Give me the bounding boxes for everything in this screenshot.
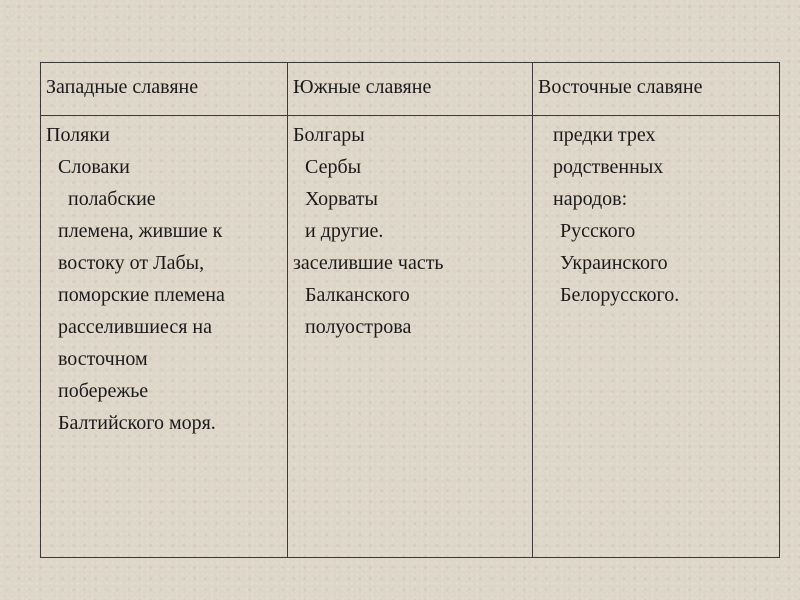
south-line: Болгары xyxy=(293,124,365,146)
slavs-table xyxy=(40,62,780,558)
south-line: полуострова xyxy=(305,316,412,338)
south-line: заселившие часть xyxy=(293,252,444,274)
west-line: расселившиеся на xyxy=(58,316,213,338)
south-line: Хорваты xyxy=(305,188,378,210)
header-east-slavs: Восточные славяне xyxy=(533,63,780,116)
west-line: племена, жившие к xyxy=(58,220,223,242)
east-line: Украинского xyxy=(560,252,668,274)
west-line: востоку от Лабы, xyxy=(58,252,205,274)
header-west-slavs: Западные славяне xyxy=(41,63,288,116)
west-line: полабские xyxy=(68,188,156,210)
south-line: Балканского xyxy=(305,284,410,306)
cell-east-slavs xyxy=(533,116,780,558)
header-south-slavs: Южные славяне xyxy=(288,63,533,116)
west-line: Поляки xyxy=(46,124,110,146)
table-body-row xyxy=(41,116,780,558)
east-line: Русского xyxy=(560,220,636,242)
east-line: предки трех xyxy=(553,124,656,146)
west-line: Балтийского моря. xyxy=(58,412,216,434)
west-line: восточном xyxy=(58,348,148,370)
east-line: народов: xyxy=(553,188,628,210)
cell-west-slavs xyxy=(41,116,288,558)
south-line: Сербы xyxy=(305,156,362,178)
west-line: поморские племена xyxy=(58,284,225,306)
table-header-row xyxy=(41,63,780,116)
west-line: побережье xyxy=(58,380,149,402)
west-line: Словаки xyxy=(58,156,130,178)
east-line: Белорусского. xyxy=(560,284,680,306)
east-line: родственных xyxy=(553,156,664,178)
cell-south-slavs xyxy=(288,116,533,558)
south-line: и другие. xyxy=(305,220,384,242)
